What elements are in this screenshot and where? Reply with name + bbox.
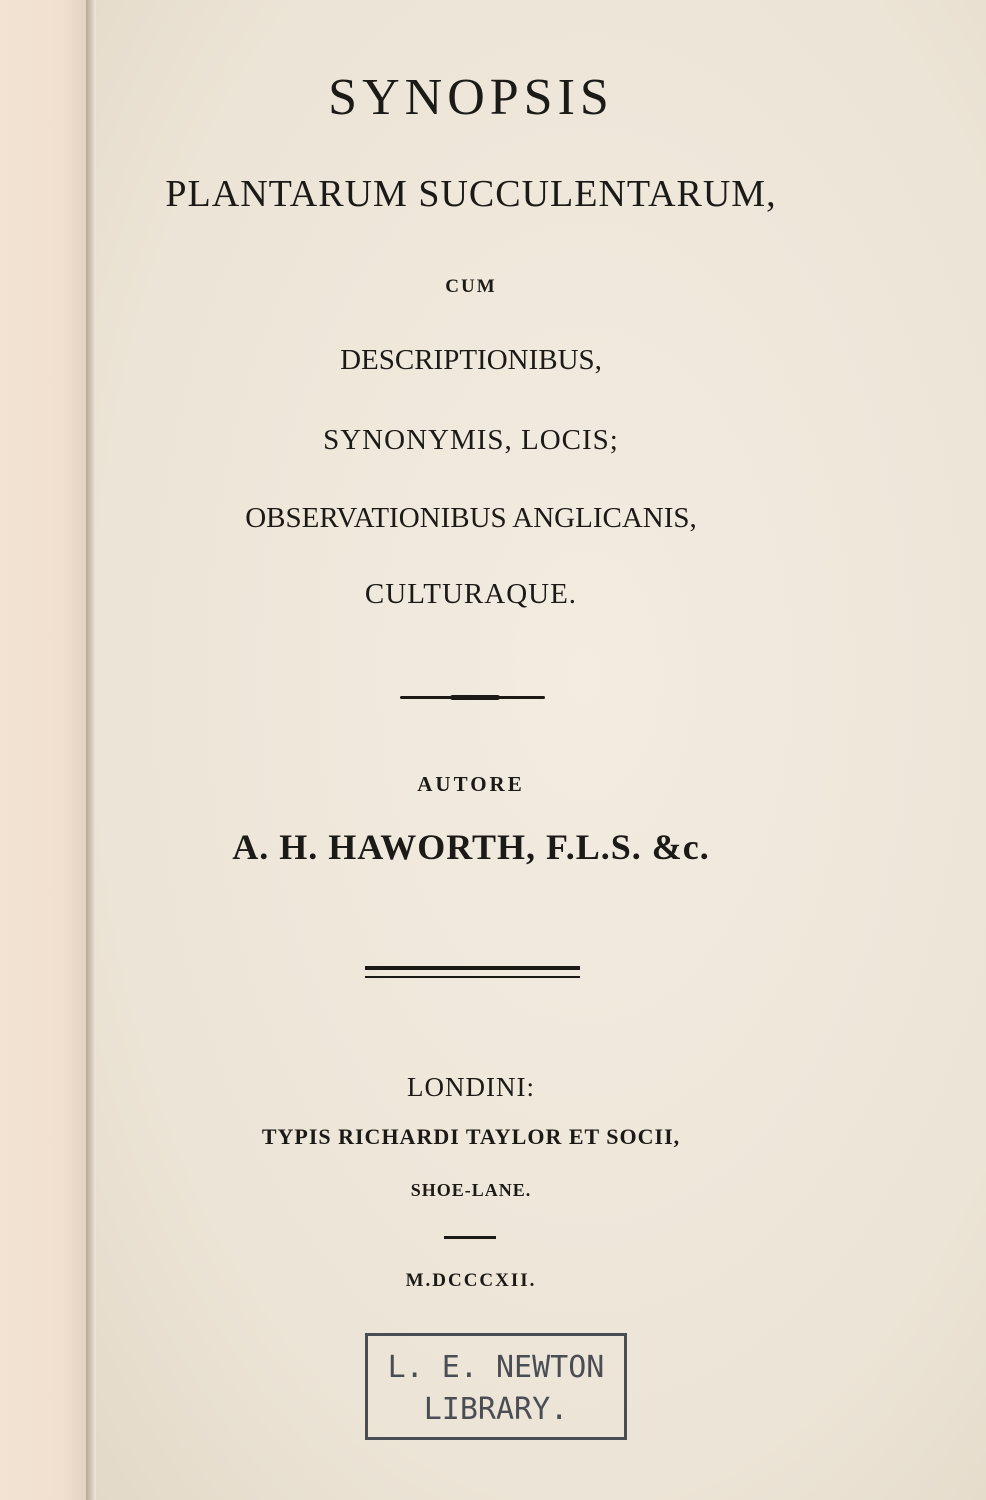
subtitle-line: CULTURAQUE. xyxy=(364,578,578,610)
book-title: SYNOPSIS xyxy=(328,69,614,126)
book-gutter xyxy=(86,0,96,1500)
author-name: A. H. HAWORTH, F.L.S. &c. xyxy=(232,827,710,867)
library-stamp xyxy=(365,1333,627,1440)
subtitle-line: OBSERVATIONIBUS ANGLICANIS, xyxy=(245,502,697,534)
cum-word: CUM xyxy=(445,276,497,297)
book-subtitle: PLANTARUM SUCCULENTARUM, xyxy=(165,173,777,215)
autore-label: AUTORE xyxy=(417,772,525,796)
facing-page xyxy=(0,0,88,1500)
stamp-line: L. E. NEWTON xyxy=(387,1350,605,1385)
ornamental-rule-center xyxy=(450,695,500,700)
imprint-street: SHOE-LANE. xyxy=(410,1180,532,1200)
subtitle-line: DESCRIPTIONIBUS, xyxy=(340,344,602,376)
subtitle-line: SYNONYMIS, LOCIS; xyxy=(323,424,619,456)
double-rule-top xyxy=(365,966,580,970)
stamp-line: LIBRARY. xyxy=(423,1392,569,1427)
imprint-printer: TYPIS RICHARDI TAYLOR ET SOCII, xyxy=(261,1124,681,1149)
imprint-year: M.DCCCXII. xyxy=(405,1270,537,1291)
imprint-place: LONDINI: xyxy=(407,1072,535,1102)
short-rule xyxy=(444,1236,496,1239)
double-rule-bottom xyxy=(365,976,580,978)
